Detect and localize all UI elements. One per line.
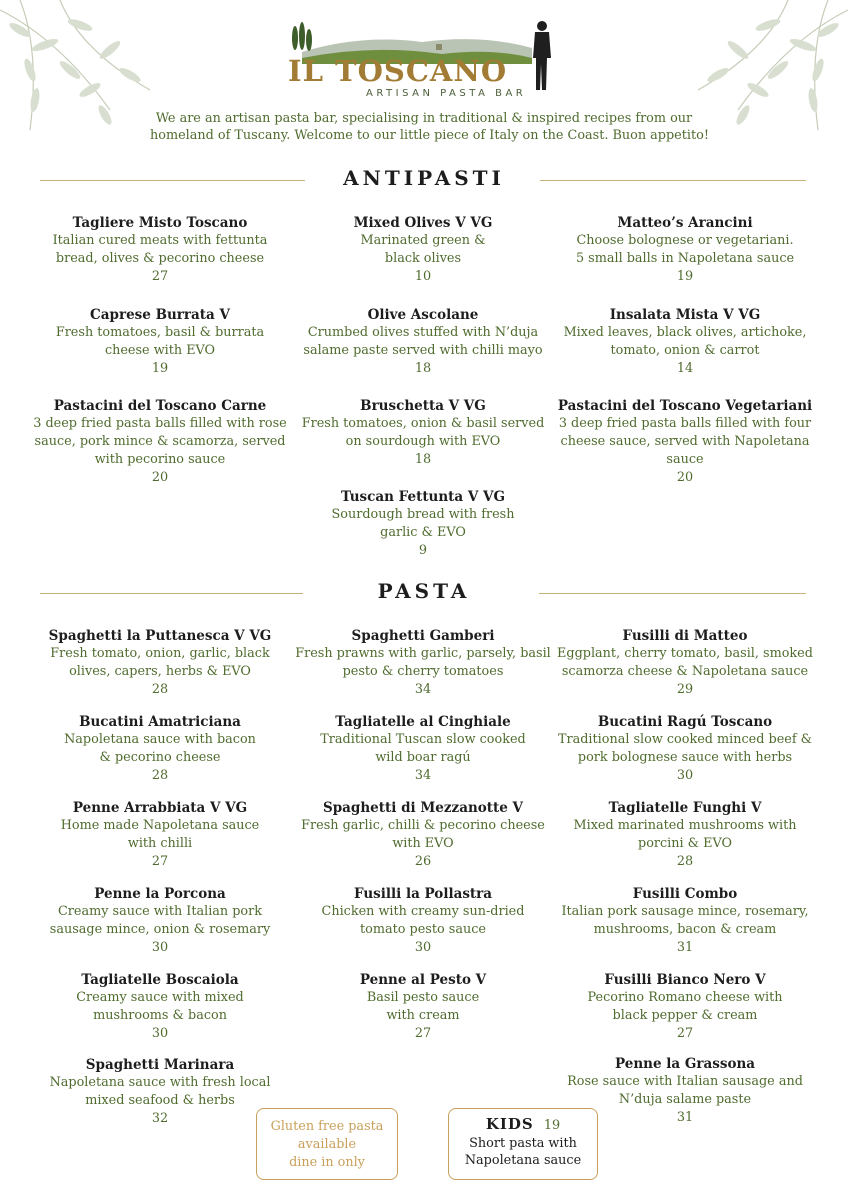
menu-item-name: Bucatini Amatriciana — [79, 714, 241, 730]
brand-name: IL TOSCANO — [288, 54, 508, 88]
gluten-free-notice — [256, 1108, 398, 1180]
menu-item-description — [555, 645, 815, 681]
menu-item-name: Tagliatelle Funghi V — [608, 800, 762, 816]
section-title-pasta: PASTA — [377, 579, 471, 603]
kids-desc-line: Napoletana sauce — [464, 1153, 582, 1168]
menu-item-price: 27 — [151, 269, 169, 284]
menu-item-description-line: Mixed marinated mushrooms with — [573, 818, 797, 833]
menu-item-description-line: with EVO — [392, 836, 454, 851]
menu-item-description — [555, 989, 815, 1025]
menu-item-price: 29 — [676, 682, 694, 697]
menu-item-description-line: garlic & EVO — [380, 525, 466, 540]
gluten-free-line: dine in only — [289, 1155, 365, 1170]
menu-item-description — [555, 232, 815, 268]
menu-item — [555, 306, 815, 378]
menu-item-description-line: Basil pesto sauce — [366, 990, 480, 1005]
menu-item — [293, 713, 553, 785]
menu-item-description-line: with chilli — [127, 836, 193, 851]
menu-item — [555, 214, 815, 286]
menu-item-description-line: Napoletana sauce with fresh local — [49, 1075, 271, 1090]
menu-item-price: 19 — [676, 269, 694, 284]
menu-item-name: Fusilli la Pollastra — [353, 886, 493, 902]
menu-item-price: 28 — [676, 854, 694, 869]
menu-item-description-line: Creamy sauce with Italian pork — [57, 904, 262, 919]
menu-item-description-line: Pecorino Romano cheese with — [587, 990, 783, 1005]
menu-item-price: 28 — [151, 682, 169, 697]
menu-item-name: Tagliere Misto Toscano — [72, 215, 248, 231]
menu-item-description-line: sausage mince, onion & rosemary — [49, 922, 271, 937]
menu-item-name: Fusilli Bianco Nero V — [604, 972, 766, 988]
menu-item-description-line: Mixed leaves, black olives, artichoke, — [563, 325, 807, 340]
kids-menu-box — [448, 1108, 598, 1180]
menu-item-price: 18 — [414, 361, 432, 376]
menu-item-price: 32 — [151, 1111, 169, 1126]
menu-item-name: Penne la Grassona — [614, 1056, 756, 1072]
menu-item-description — [555, 817, 815, 853]
menu-item-description — [30, 324, 290, 360]
menu-item-description — [30, 903, 290, 939]
menu-item-description-line: Eggplant, cherry tomato, basil, smoked — [557, 646, 813, 661]
menu-item — [293, 306, 553, 378]
menu-item-price: 30 — [676, 768, 694, 783]
menu-item — [555, 799, 815, 871]
menu-item — [30, 971, 290, 1043]
menu-item — [30, 713, 290, 785]
menu-item-description-line: black olives — [384, 251, 462, 266]
menu-item-name: Spaghetti Gamberi — [351, 628, 495, 644]
menu-item-description-line: pork bolognese sauce with herbs — [577, 750, 793, 765]
antipasti-header — [40, 166, 808, 196]
menu-item-description-line: 3 deep fried pasta balls filled with four — [558, 416, 812, 431]
menu-item-name: Spaghetti Marinara — [85, 1057, 235, 1073]
menu-item — [555, 971, 815, 1043]
menu-item-description — [30, 731, 290, 767]
menu-item-description-line: sauce, pork mince & scamorza, served — [34, 434, 286, 449]
menu-item-name: Insalata Mista V VG — [609, 307, 761, 323]
menu-item — [293, 971, 553, 1043]
menu-item-description-line: Traditional slow cooked minced beef & — [557, 732, 813, 747]
menu-item — [293, 214, 553, 286]
menu-item-description-line: porcini & EVO — [638, 836, 732, 851]
menu-item-description — [293, 324, 553, 360]
menu-item-description — [293, 817, 553, 853]
menu-item-price: 34 — [414, 768, 432, 783]
menu-item-name: Spaghetti la Puttanesca V VG — [48, 628, 272, 644]
menu-item-name: Pastacini del Toscano Vegetariani — [557, 398, 813, 414]
menu-item-name: Bucatini Ragú Toscano — [597, 714, 773, 730]
menu-item-description-line: salame paste served with chilli mayo — [303, 343, 543, 358]
kids-title: KIDS — [485, 1115, 534, 1133]
menu-item-description-line: Rose sauce with Italian sausage and — [567, 1074, 803, 1089]
menu-item — [555, 397, 815, 487]
menu-item-description-line: Fresh prawns with garlic, parsely, basil — [295, 646, 551, 661]
intro-line: homeland of Tuscany. Welcome to our little piece of Italy on the Coast. Buon appetito! — [150, 128, 709, 143]
menu-item-description-line: & pecorino cheese — [99, 750, 221, 765]
menu-item-description — [293, 415, 553, 451]
menu-item-name: Penne al Pesto V — [359, 972, 487, 988]
menu-item-description — [555, 731, 815, 767]
menu-item-description-line: 5 small balls in Napoletana sauce — [575, 251, 795, 266]
menu-item — [30, 799, 290, 871]
menu-item-name: Tuscan Fettunta V VG — [340, 489, 506, 505]
menu-item-description-line: Crumbed olives stuffed with N’duja — [307, 325, 539, 340]
menu-item — [30, 306, 290, 378]
menu-item-description-line: Choose bolognese or vegetariani. — [576, 233, 794, 248]
menu-item — [293, 627, 553, 699]
menu-item-description — [30, 817, 290, 853]
menu-item-price: 34 — [414, 682, 432, 697]
menu-item — [30, 397, 290, 487]
menu-item-description-line: Fresh tomatoes, basil & burrata — [55, 325, 265, 340]
menu-item-description-line: cheese with EVO — [104, 343, 216, 358]
menu-item-description — [555, 903, 815, 939]
menu-item-description-line: with cream — [386, 1008, 460, 1023]
menu-item-description — [293, 506, 553, 542]
menu-item-description-line: bread, olives & pecorino cheese — [55, 251, 265, 266]
gluten-free-line: available — [297, 1137, 357, 1152]
menu-item-price: 20 — [676, 470, 694, 485]
menu-item-description — [293, 903, 553, 939]
menu-item-description-line: with pecorino sauce — [94, 452, 226, 467]
intro-line: We are an artisan pasta bar, specialising in traditional & inspired recipes from our — [155, 111, 693, 126]
menu-item-description-line: tomato pesto sauce — [360, 922, 486, 937]
menu-item-price: 28 — [151, 768, 169, 783]
menu-item — [555, 627, 815, 699]
menu-item — [30, 885, 290, 957]
menu-item-price: 18 — [414, 452, 432, 467]
menu-item-description-line: Fresh tomato, onion, garlic, black — [50, 646, 270, 661]
menu-item-price: 27 — [151, 854, 169, 869]
menu-item-name: Penne la Porcona — [94, 886, 226, 902]
menu-item-description — [555, 324, 815, 360]
menu-item-description-line: 3 deep fried pasta balls filled with rose — [33, 416, 287, 431]
menu-item-price: 14 — [676, 361, 694, 376]
menu-item — [30, 627, 290, 699]
menu-item-description-line: cheese sauce, served with Napoletana — [560, 434, 810, 449]
menu-item-description-line: wild boar ragú — [375, 750, 471, 765]
menu-item-description-line: mushrooms & bacon — [93, 1008, 227, 1023]
menu-item-description-line: tomato, onion & carrot — [610, 343, 760, 358]
menu-item-price: 31 — [676, 1110, 694, 1125]
menu-item-description-line: olives, capers, herbs & EVO — [69, 664, 251, 679]
menu-item-name: Fusilli di Matteo — [622, 628, 748, 644]
menu-item-description-line: scamorza cheese & Napoletana sauce — [561, 664, 809, 679]
menu-item-price: 30 — [151, 1026, 169, 1041]
menu-item-description-line: mushrooms, bacon & cream — [593, 922, 777, 937]
menu-item — [293, 799, 553, 871]
menu-item-name: Tagliatelle Boscaiola — [81, 972, 239, 988]
menu-item — [293, 488, 553, 560]
menu-item-description-line: Marinated green & — [360, 233, 486, 248]
menu-item-name: Mixed Olives V VG — [353, 215, 493, 231]
menu-item-price: 19 — [151, 361, 169, 376]
menu-item-name: Matteo’s Arancini — [617, 215, 753, 231]
menu-item-description — [30, 232, 290, 268]
menu-item-description — [30, 645, 290, 681]
menu-item-name: Spaghetti di Mezzanotte V — [322, 800, 523, 816]
menu-item — [293, 397, 553, 469]
section-title-antipasti: ANTIPASTI — [343, 166, 505, 190]
menu-item-description — [30, 989, 290, 1025]
menu-item-name: Tagliatelle al Cinghiale — [335, 714, 511, 730]
menu-item-price: 31 — [676, 940, 694, 955]
menu-item-description-line: Creamy sauce with mixed — [76, 990, 244, 1005]
menu-item-name: Pastacini del Toscano Carne — [53, 398, 267, 414]
menu-item-description — [293, 731, 553, 767]
menu-item-price: 10 — [414, 269, 432, 284]
menu-item-price: 30 — [151, 940, 169, 955]
pasta-header — [40, 579, 808, 609]
menu-item-description-line: Italian cured meats with fettunta — [52, 233, 268, 248]
menu-item-description — [293, 989, 553, 1025]
menu-item-description-line: Napoletana sauce with bacon — [64, 732, 256, 747]
menu-item-description — [555, 1073, 815, 1109]
menu-item — [30, 214, 290, 286]
brand-logo — [282, 14, 567, 104]
menu-item-price: 20 — [151, 470, 169, 485]
menu-item-description-line: Traditional Tuscan slow cooked — [320, 732, 526, 747]
menu-item-name: Caprese Burrata V — [90, 307, 230, 323]
menu-item-name: Penne Arrabbiata V VG — [72, 800, 248, 816]
menu-item-description-line: Home made Napoletana sauce — [60, 818, 260, 833]
menu-item-name: Olive Ascolane — [367, 307, 479, 323]
menu-item-description-line: Fresh garlic, chilli & pecorino cheese — [301, 818, 545, 833]
intro-text — [150, 110, 709, 144]
menu-item-description — [293, 645, 553, 681]
menu-item-name: Bruschetta V VG — [360, 398, 486, 414]
menu-item-description-line: pesto & cherry tomatoes — [342, 664, 504, 679]
menu-item-description — [293, 232, 553, 268]
menu-item — [293, 885, 553, 957]
menu-item-price: 27 — [676, 1026, 694, 1041]
menu-item-description-line: N’duja salame paste — [618, 1092, 752, 1107]
menu-item-price: 27 — [414, 1026, 432, 1041]
menu-item-description-line: sauce — [666, 452, 704, 467]
kids-price: 19 — [543, 1118, 561, 1133]
menu-item-price: 30 — [414, 940, 432, 955]
menu-item-description-line: Fresh tomatoes, onion & basil served — [301, 416, 545, 431]
menu-item-description-line: Sourdough bread with fresh — [331, 507, 515, 522]
menu-item-description — [30, 1074, 290, 1110]
menu-item-description-line: Chicken with creamy sun-dried — [321, 904, 525, 919]
menu-item-description — [555, 415, 815, 469]
menu-item — [30, 1056, 290, 1128]
menu-item-description — [30, 415, 290, 469]
menu-item-description-line: black pepper & cream — [612, 1008, 758, 1023]
menu-item-description-line: mixed seafood & herbs — [85, 1093, 235, 1108]
menu-item-description-line: on sourdough with EVO — [345, 434, 501, 449]
menu-item-price: 9 — [418, 543, 428, 558]
menu-item — [555, 713, 815, 785]
brand-tagline: ARTISAN PASTA BAR — [366, 88, 527, 99]
menu-item — [555, 885, 815, 957]
menu-item-name: Fusilli Combo — [632, 886, 738, 902]
gluten-free-line: Gluten free pasta — [270, 1119, 384, 1134]
menu-item-price: 26 — [414, 854, 432, 869]
kids-desc-line: Short pasta with — [469, 1136, 577, 1151]
menu-item-description-line: Italian pork sausage mince, rosemary, — [561, 904, 809, 919]
